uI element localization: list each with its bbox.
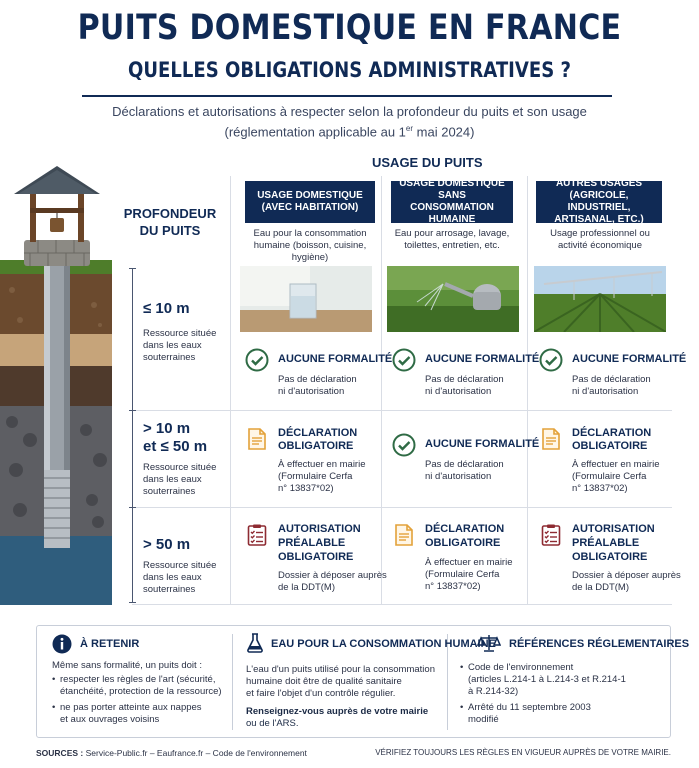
- column-desc-domestic-no-consumption: Eau pour arrosage, lavage, toilettes, entretien, etc.: [394, 228, 510, 251]
- grid-line: [132, 410, 672, 411]
- cell-row3-col3: [539, 523, 681, 599]
- well-icon: [0, 160, 112, 605]
- cell-row3-col1: [245, 523, 387, 599]
- status-detail: (Formulaire Cerfa: [278, 471, 353, 482]
- intro-line-2-pre: (réglementation applicable au 1: [224, 124, 406, 140]
- status-detail: de la DDT(M): [572, 582, 630, 593]
- check-circle-icon: [539, 348, 563, 372]
- well-illustration: [0, 160, 112, 605]
- conso-line-2: humaine doit être de qualité sanitaire: [246, 676, 402, 687]
- glass-of-water-icon: [240, 266, 372, 332]
- grid-line: [230, 176, 231, 604]
- status-label: AUCUNE FORMALITÉ: [572, 353, 687, 365]
- references-bullet-1-line-3: à R.214-32): [468, 686, 519, 697]
- sources-text: Service-Public.fr – Eaufrance.fr – Code de l'environnement: [83, 748, 307, 758]
- cell-row3-col2: [392, 523, 522, 599]
- column-head-other-uses: AUTRES USAGES (AGRICOLE, INDUSTRIEL, ARTISANAL, ETC.): [536, 181, 662, 223]
- cell-row2-col2: [392, 433, 540, 493]
- status-label: OBLIGATOIRE: [278, 551, 354, 563]
- status-detail: Pas de déclaration: [572, 374, 651, 385]
- status-detail: Pas de déclaration: [425, 459, 504, 470]
- document-icon: [245, 427, 269, 451]
- status-label: PRÉALABLE: [572, 537, 640, 549]
- conso-line-3: et faire l'objet d'un contrôle régulier.: [246, 688, 396, 699]
- depth-label-row-1: ≤ 10 m: [143, 300, 190, 317]
- status-detail: n° 13837*02): [572, 483, 628, 494]
- status-detail: de la DDT(M): [278, 582, 336, 593]
- checklist-icon: [539, 523, 563, 547]
- status-label: AUCUNE FORMALITÉ: [425, 353, 540, 365]
- conso-line-1: L'eau d'un puits utilisé pour la consommation: [246, 664, 435, 675]
- references-bullet-2-line-1: Arrêté du 11 septembre 2003: [468, 702, 591, 713]
- retenir-bullet-1: [60, 674, 215, 686]
- retenir-bullet-2: [60, 702, 202, 714]
- status-label: OBLIGATOIRE: [425, 537, 501, 549]
- depth-tick: [129, 410, 136, 411]
- irrigation-field-icon: [534, 266, 666, 332]
- grid-line: [132, 604, 672, 605]
- references-title: RÉFÉRENCES RÉGLEMENTAIRES: [509, 638, 690, 650]
- status-label: AUCUNE FORMALITÉ: [425, 438, 540, 450]
- info-icon: [52, 634, 72, 654]
- check-circle-icon: [245, 348, 269, 372]
- status-detail: (Formulaire Cerfa: [572, 471, 647, 482]
- cell-row2-col3: [539, 427, 669, 501]
- conso-bold-line-1: Renseignez-vous auprès de votre mairie: [246, 706, 429, 717]
- page-subtitle: QUELLES OBLIGATIONS ADMINISTRATIVES ?: [128, 58, 571, 82]
- intro-line-2: [0, 120, 699, 140]
- verify-notice: VÉRIFIEZ TOUJOURS LES RÈGLES EN VIGUEUR AUPRÈS DE VOTRE MAIRIE.: [375, 748, 671, 757]
- column-desc-domestic-habitation: Eau pour la consommation humaine (boisson, cuisine, hygiène): [253, 228, 367, 263]
- photo-watering-can: [387, 266, 519, 332]
- document-icon: [392, 523, 416, 547]
- status-label: OBLIGATOIRE: [278, 440, 354, 452]
- cell-row1-col1: [245, 348, 393, 398]
- status-detail: À effectuer en mairie: [278, 459, 366, 470]
- status-detail: Pas de déclaration: [425, 374, 504, 385]
- status-detail: Pas de déclaration: [278, 374, 357, 385]
- conso-title: EAU POUR LA CONSOMMATION HUMAINE: [271, 638, 496, 650]
- retenir-bullet-1-line-1: respecter les règles de l'art (sécurité,: [60, 674, 216, 685]
- column-head-domestic-no-consumption: USAGE DOMESTIQUE SANS CONSOMMATION HUMAINE: [391, 181, 513, 223]
- cell-row1-col2: [392, 348, 540, 398]
- status-label: DÉCLARATION: [278, 427, 358, 439]
- photo-irrigated-field: [534, 266, 666, 332]
- title-divider: [82, 95, 612, 97]
- status-label: DÉCLARATION: [425, 523, 505, 535]
- retenir-bullet-2-line-2: et aux ouvrages voisins: [60, 714, 160, 725]
- column-head-domestic-habitation: USAGE DOMESTIQUE (AVEC HABITATION): [245, 181, 375, 223]
- watering-can-icon: [387, 266, 519, 332]
- column-desc-other-uses: Usage professionnel ou activité économique: [550, 228, 650, 251]
- grid-line: [132, 507, 672, 508]
- status-detail: Dossier à déposer auprès: [278, 570, 387, 581]
- check-circle-icon: [392, 433, 416, 457]
- depth-label-row-2-line-2: et ≤ 50 m: [143, 438, 208, 455]
- status-label: AUTORISATION: [278, 523, 361, 535]
- depth-tick: [129, 602, 136, 603]
- depth-note-row-1: Ressource située dans les eaux souterraines: [143, 328, 217, 363]
- document-icon: [539, 427, 563, 451]
- status-detail: Dossier à déposer auprès: [572, 570, 681, 581]
- depth-tick: [129, 507, 136, 508]
- depth-title: PROFONDEUR DU PUITS: [123, 206, 217, 238]
- status-label: PRÉALABLE: [278, 537, 346, 549]
- references-bullet-2-line-2: modifié: [468, 714, 499, 725]
- depth-note-row-3: Ressource située dans les eaux souterraines: [143, 560, 217, 595]
- status-detail: ni d'autorisation: [572, 386, 639, 397]
- status-detail: ni d'autorisation: [425, 471, 492, 482]
- references-bullet-2: [468, 702, 591, 714]
- status-label: AUCUNE FORMALITÉ: [278, 353, 393, 365]
- conso-bold-line-2: ou de l'ARS.: [246, 718, 299, 729]
- checklist-icon: [245, 523, 269, 547]
- depth-note-row-2: Ressource située dans les eaux souterraines: [143, 462, 217, 497]
- retenir-title: À RETENIR: [80, 638, 140, 650]
- status-label: DÉCLARATION: [572, 427, 652, 439]
- page-title: PUITS DOMESTIQUE EN FRANCE: [77, 8, 622, 48]
- grid-line: [527, 176, 528, 604]
- usage-title: USAGE DU PUITS: [372, 155, 483, 170]
- status-detail: n° 13837*02): [425, 581, 481, 592]
- status-label: OBLIGATOIRE: [572, 440, 648, 452]
- depth-label-row-2-line-1: > 10 m: [143, 420, 191, 437]
- status-detail: n° 13837*02): [278, 483, 334, 494]
- references-bullet-1-line-2: (articles L.214-1 à L.214-3 et R.214-1: [468, 674, 626, 685]
- references-bullet-1-line-1: Code de l'environnement: [468, 662, 574, 673]
- depth-axis: [132, 268, 133, 602]
- depth-label-row-3: > 50 m: [143, 536, 191, 553]
- cell-row2-col1: [245, 427, 375, 501]
- status-detail: À effectuer en mairie: [572, 459, 660, 470]
- sources-line: [36, 748, 307, 758]
- depth-tick: [129, 268, 136, 269]
- retenir-bullet-2-line-1: ne pas porter atteinte aux nappes: [60, 702, 202, 713]
- intro-line-2-sup: er: [405, 124, 414, 133]
- cell-row1-col3: [539, 348, 687, 398]
- status-detail: (Formulaire Cerfa: [425, 569, 500, 580]
- status-detail: ni d'autorisation: [425, 386, 492, 397]
- intro-line-2-post: mai 2024): [413, 124, 475, 140]
- status-detail: À effectuer en mairie: [425, 557, 513, 568]
- grid-line: [381, 176, 382, 604]
- retenir-bullet-1-line-2: étanchéité, protection de la ressource): [60, 686, 222, 697]
- status-label: AUTORISATION: [572, 523, 655, 535]
- intro-text: [0, 103, 699, 140]
- retenir-intro: Même sans formalité, un puits doit :: [52, 660, 202, 671]
- scales-icon: [477, 634, 501, 652]
- references-bullet-1: [468, 662, 573, 674]
- flask-icon: [246, 633, 264, 653]
- photo-glass-of-water: [240, 266, 372, 332]
- info-box-divider: [232, 634, 233, 730]
- check-circle-icon: [392, 348, 416, 372]
- status-label: OBLIGATOIRE: [572, 551, 648, 563]
- intro-line-1: Déclarations et autorisations à respecter selon la profondeur du puits et son usage: [112, 104, 587, 119]
- status-detail: ni d'autorisation: [278, 386, 345, 397]
- sources-label: SOURCES :: [36, 748, 84, 758]
